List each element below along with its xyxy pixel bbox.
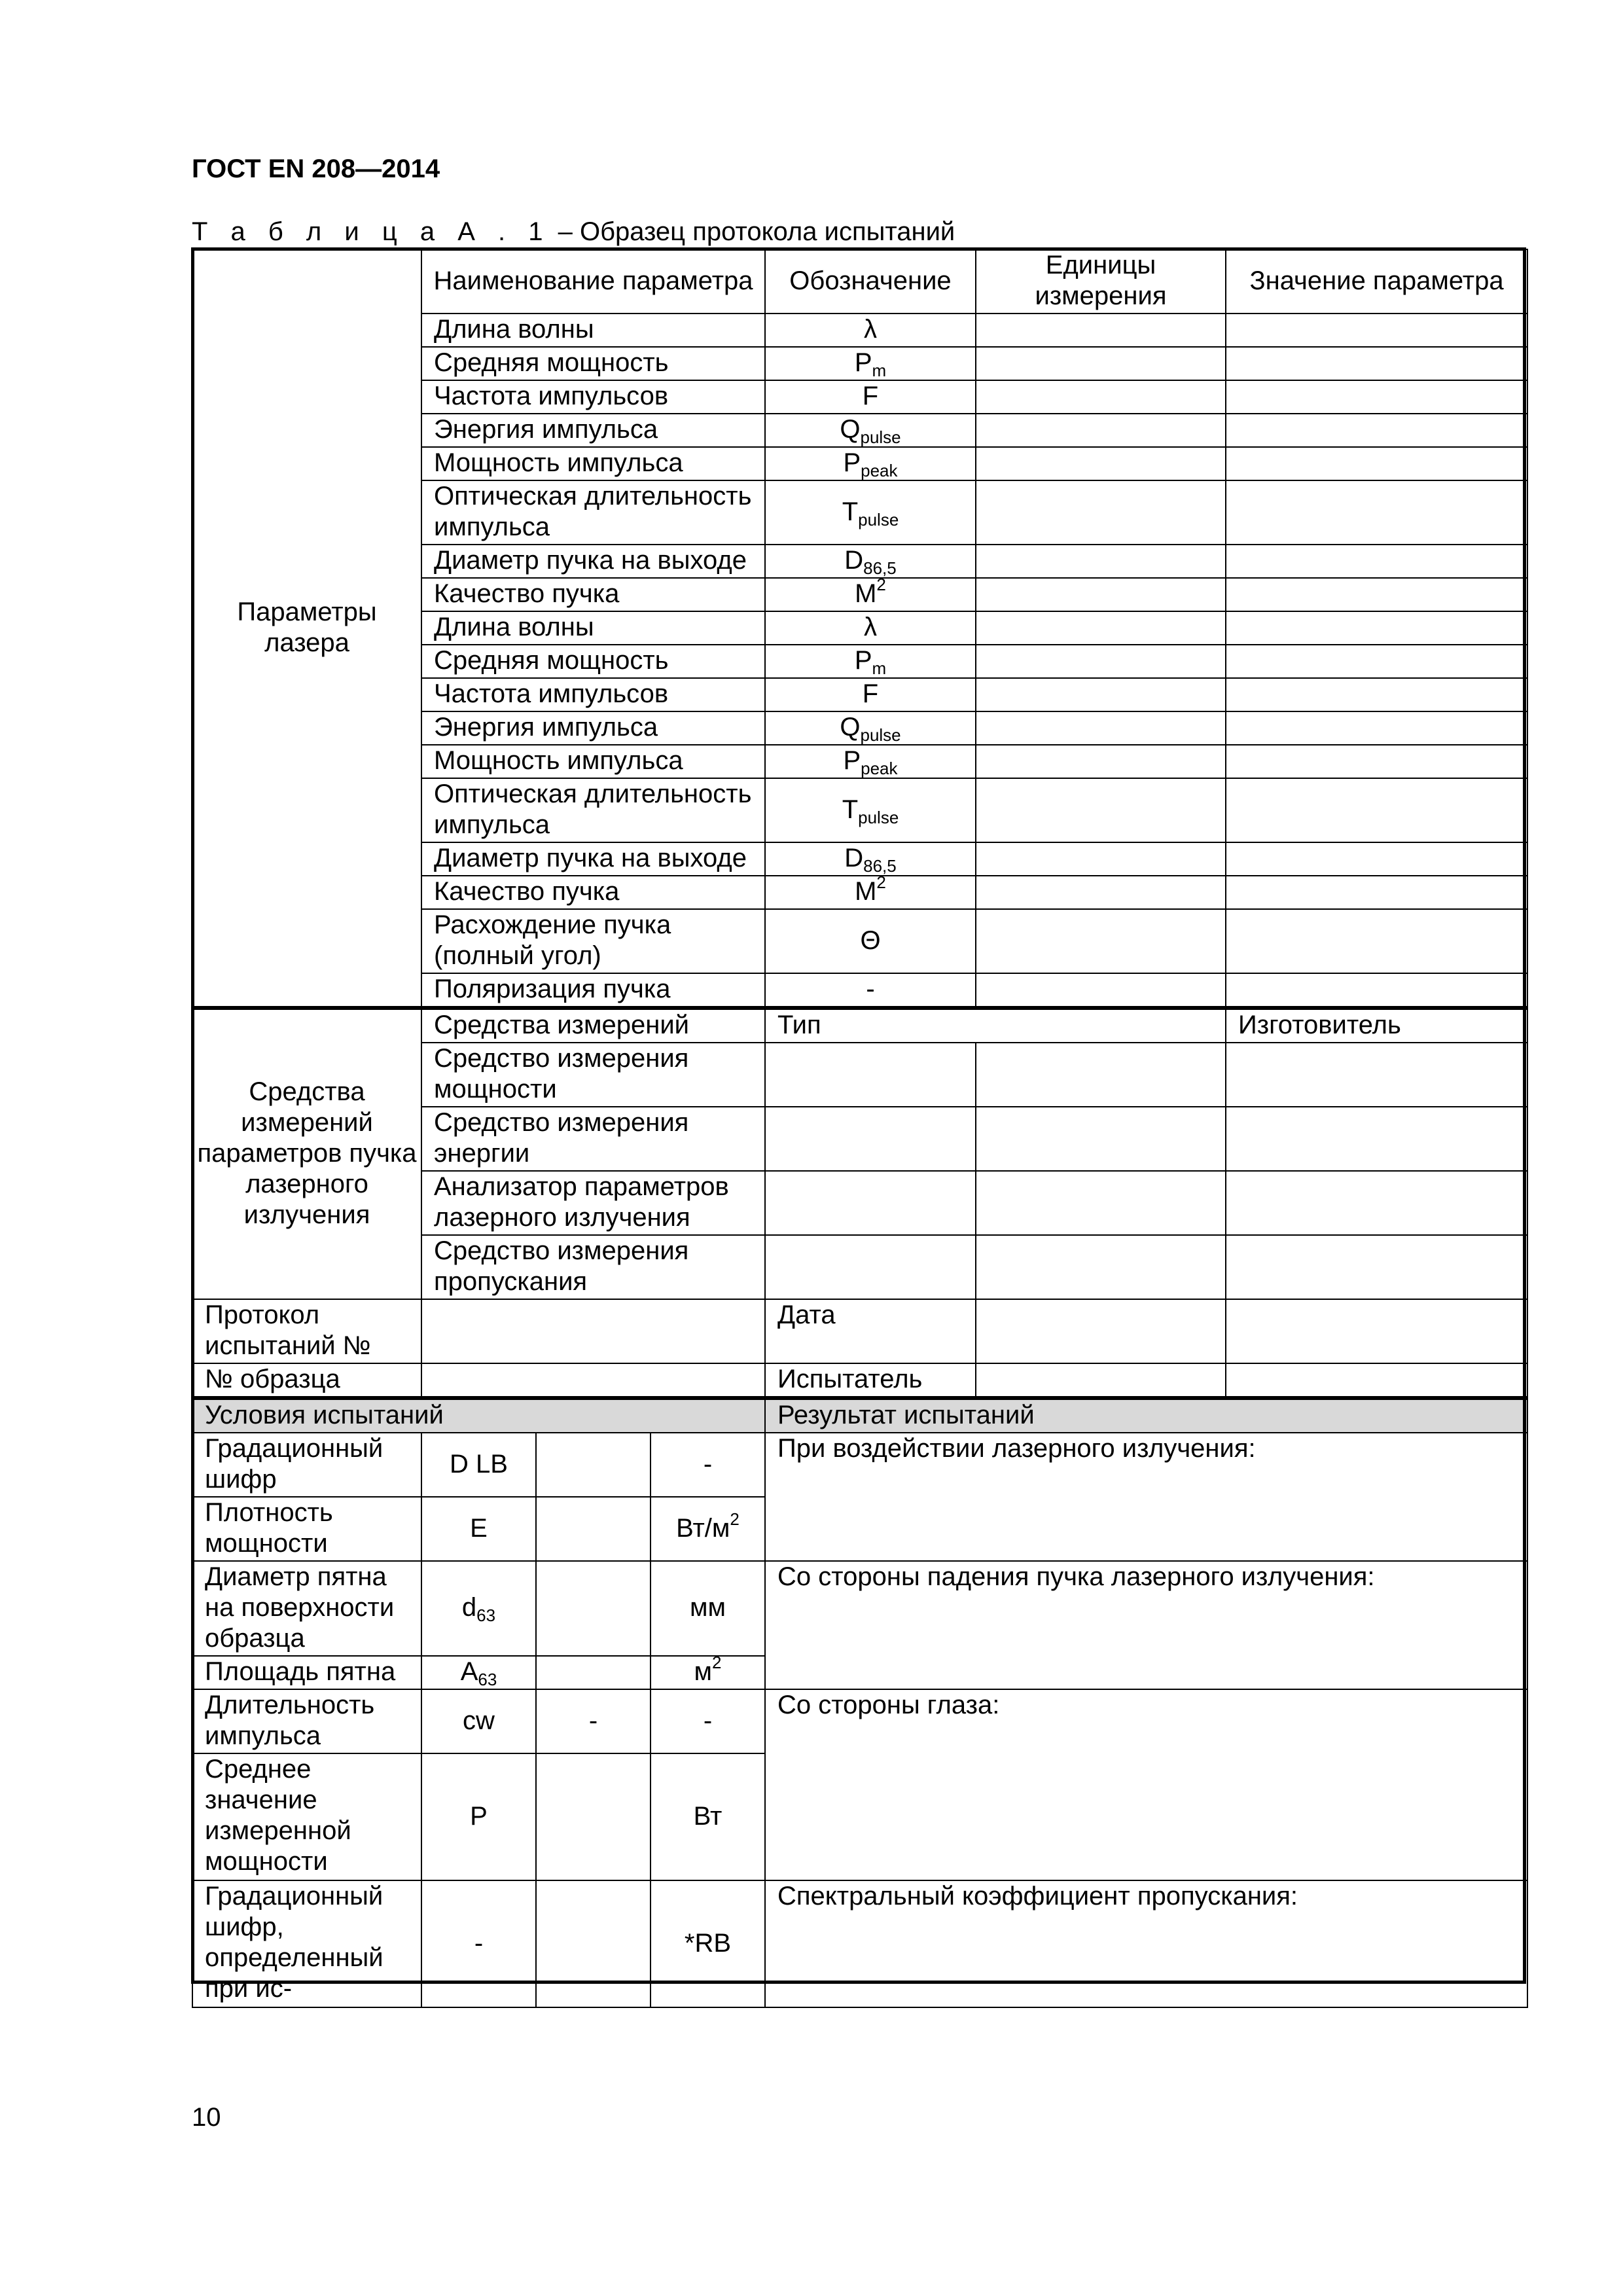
table-row (192, 249, 1527, 314)
instrument-name: Средство измерения мощности (421, 1043, 765, 1107)
symbol-text: P (854, 646, 872, 675)
instrument-maker-cell (1226, 1171, 1527, 1235)
param-value-cell (1226, 745, 1527, 778)
condition-unit (651, 1561, 765, 1656)
date-cell (976, 1299, 1226, 1363)
param-symbol (765, 842, 976, 876)
instrument-type-cell-2 (976, 1107, 1226, 1171)
symbol-text: мм (690, 1593, 726, 1622)
section-label-laser: Параметры лазера (192, 249, 421, 1008)
instrument-type-cell-2 (976, 1235, 1226, 1299)
table-row (192, 1363, 1527, 1398)
param-units-cell (976, 611, 1226, 645)
col-header-param-name: Наименование параметра (421, 249, 765, 314)
table-row (192, 1689, 1527, 1753)
param-symbol (765, 480, 976, 545)
result-block: Спектральный коэффициент пропускания: (765, 1880, 1527, 2007)
instruments-header-maker: Изготовитель (1226, 1008, 1527, 1043)
page-number: 10 (192, 2103, 221, 2132)
date-label: Дата (765, 1299, 976, 1363)
test-protocol-table (192, 249, 1528, 2008)
param-units-cell (976, 909, 1226, 973)
condition-unit (651, 1497, 765, 1561)
instrument-type-cell-2 (976, 1043, 1226, 1107)
param-value-cell (1226, 380, 1527, 414)
symbol-text: P (854, 348, 872, 377)
date-cell-2 (1226, 1299, 1527, 1363)
param-name: Средняя мощность (421, 645, 765, 678)
param-symbol (765, 876, 976, 909)
condition-value (536, 1753, 651, 1880)
param-units-cell (976, 380, 1226, 414)
symbol-subscript: pulse (860, 427, 901, 447)
symbol-subscript: 86,5 (863, 856, 897, 876)
protocol-number-label: Протокол испытаний № (192, 1299, 421, 1363)
symbol-superscript: 2 (712, 1656, 722, 1672)
param-name: Длина волны (421, 611, 765, 645)
symbol-text: D LB (450, 1449, 508, 1479)
param-symbol (765, 678, 976, 711)
condition-name: Градационный шифр (192, 1433, 421, 1497)
result-block: Со стороны падения пучка лазерного излучения: (765, 1561, 1527, 1689)
condition-symbol (421, 1656, 536, 1689)
symbol-text: cw (463, 1706, 495, 1735)
param-name: Качество пучка (421, 578, 765, 611)
condition-symbol (421, 1689, 536, 1753)
param-name: Частота импульсов (421, 380, 765, 414)
symbol-text: F (862, 382, 879, 410)
symbol-subscript: 86,5 (863, 558, 897, 578)
col-header-symbol: Обозначение (765, 249, 976, 314)
symbol-text: d (461, 1593, 477, 1622)
symbol-text: E (470, 1513, 488, 1543)
param-symbol (765, 973, 976, 1008)
param-units-cell (976, 347, 1226, 380)
param-value-cell (1226, 414, 1527, 447)
condition-unit (651, 1656, 765, 1689)
table-row (192, 1398, 1527, 1433)
symbol-text: - (474, 1928, 484, 1958)
table-row (192, 1433, 1527, 1497)
condition-name: Среднее значение измеренной мощности (192, 1753, 421, 1880)
symbol-text: м (694, 1657, 713, 1686)
param-symbol (765, 447, 976, 480)
condition-value (536, 1656, 651, 1689)
instrument-type-cell (765, 1107, 976, 1171)
condition-symbol (421, 1753, 536, 1880)
section-label-instruments: Средства измерений параметров пучка лазерного излучения (192, 1008, 421, 1299)
table-caption-label: Т а б л и ц а А . 1 (192, 217, 551, 246)
param-name: Средняя мощность (421, 347, 765, 380)
instrument-maker-cell (1226, 1043, 1527, 1107)
condition-value (536, 1880, 651, 2007)
instrument-type-cell (765, 1171, 976, 1235)
condition-unit (651, 1689, 765, 1753)
param-value-cell (1226, 447, 1527, 480)
result-block: Со стороны глаза: (765, 1689, 1527, 1880)
param-units-cell (976, 876, 1226, 909)
condition-unit (651, 1433, 765, 1497)
param-name: Поляризация пучка (421, 973, 765, 1008)
param-value-cell (1226, 876, 1527, 909)
param-units-cell (976, 678, 1226, 711)
symbol-text: F (862, 679, 879, 708)
param-units-cell (976, 711, 1226, 745)
symbol-subscript: pulse (858, 509, 899, 529)
instrument-name: Анализатор параметров лазерного излучения (421, 1171, 765, 1235)
results-header: Результат испытаний (765, 1398, 1527, 1433)
param-symbol (765, 611, 976, 645)
condition-value (536, 1497, 651, 1561)
param-units-cell (976, 842, 1226, 876)
table-caption-title: – Образец протокола испытаний (550, 217, 955, 246)
instrument-name: Средство измерения энергии (421, 1107, 765, 1171)
symbol-text: Q (840, 713, 861, 742)
condition-value (536, 1433, 651, 1497)
param-name: Мощность импульса (421, 447, 765, 480)
instrument-type-cell-2 (976, 1171, 1226, 1235)
symbol-subscript: 63 (476, 1605, 496, 1625)
param-value-cell (1226, 611, 1527, 645)
param-units-cell (976, 745, 1226, 778)
param-value-cell (1226, 347, 1527, 380)
condition-symbol (421, 1561, 536, 1656)
symbol-text: P (843, 746, 861, 775)
condition-symbol (421, 1497, 536, 1561)
symbol-text: *RB (684, 1928, 732, 1958)
table-row (192, 1008, 1527, 1043)
param-name: Длина волны (421, 314, 765, 347)
symbol-subscript: peak (861, 759, 898, 778)
symbol-text: - (703, 1449, 713, 1479)
conditions-header: Условия испытаний (192, 1398, 765, 1433)
param-name: Расхождение пучка (полный угол) (421, 909, 765, 973)
document-header: ГОСТ EN 208—2014 (192, 154, 440, 183)
param-units-cell (976, 545, 1226, 578)
param-symbol (765, 414, 976, 447)
condition-name: Диаметр пятна на поверхности образца (192, 1561, 421, 1656)
tester-cell-2 (1226, 1363, 1527, 1398)
symbol-text: P (843, 448, 861, 477)
protocol-number-cell (421, 1299, 765, 1363)
symbol-text: D (844, 546, 864, 575)
symbol-superscript: 2 (730, 1509, 740, 1529)
symbol-text: Θ (860, 925, 881, 955)
condition-symbol (421, 1433, 536, 1497)
symbol-subscript: 63 (478, 1670, 497, 1689)
instruments-header-name: Средства измерений (421, 1008, 765, 1043)
symbol-text: Q (840, 415, 861, 444)
symbol-superscript: 2 (876, 876, 886, 892)
param-name: Качество пучка (421, 876, 765, 909)
param-symbol (765, 778, 976, 842)
param-symbol (765, 347, 976, 380)
symbol-text: λ (864, 315, 877, 344)
symbol-text: Вт/м (676, 1513, 730, 1543)
param-symbol (765, 711, 976, 745)
table-row (192, 1561, 1527, 1656)
symbol-text: M (855, 877, 877, 906)
col-header-value: Значение параметра (1226, 249, 1527, 314)
param-name: Оптическая длительность импульса (421, 778, 765, 842)
symbol-text: M (855, 579, 877, 608)
param-units-cell (976, 447, 1226, 480)
symbol-subscript: peak (861, 461, 898, 480)
param-value-cell (1226, 578, 1527, 611)
symbol-superscript: 2 (876, 578, 886, 594)
condition-name: Плотность мощности (192, 1497, 421, 1561)
param-name: Диаметр пучка на выходе (421, 545, 765, 578)
symbol-text: T (842, 795, 859, 824)
tester-label: Испытатель (765, 1363, 976, 1398)
param-value-cell (1226, 778, 1527, 842)
symbol-subscript: pulse (860, 725, 901, 745)
symbol-text: A (460, 1657, 478, 1686)
param-units-cell (976, 973, 1226, 1008)
symbol-text: D (844, 844, 864, 872)
param-units-cell (976, 480, 1226, 545)
param-value-cell (1226, 842, 1527, 876)
param-value-cell (1226, 678, 1527, 711)
instrument-maker-cell (1226, 1107, 1527, 1171)
condition-name: Площадь пятна (192, 1656, 421, 1689)
condition-value: - (536, 1689, 651, 1753)
param-units-cell (976, 314, 1226, 347)
sample-number-label: № образца (192, 1363, 421, 1398)
instruments-header-type: Тип (765, 1008, 1226, 1043)
instrument-type-cell (765, 1043, 976, 1107)
param-name: Частота импульсов (421, 678, 765, 711)
param-value-cell (1226, 711, 1527, 745)
symbol-text: T (842, 497, 859, 526)
param-symbol (765, 314, 976, 347)
symbol-text: - (866, 975, 875, 1003)
param-units-cell (976, 645, 1226, 678)
condition-name: Градационный шифр, определенный при ис- (192, 1880, 421, 2007)
condition-symbol (421, 1880, 536, 2007)
param-symbol (765, 545, 976, 578)
instrument-type-cell (765, 1235, 976, 1299)
condition-name: Длительность импульса (192, 1689, 421, 1753)
condition-unit (651, 1880, 765, 2007)
param-units-cell (976, 414, 1226, 447)
param-name: Оптическая длительность импульса (421, 480, 765, 545)
param-units-cell (976, 578, 1226, 611)
param-value-cell (1226, 645, 1527, 678)
table-row (192, 1299, 1527, 1363)
table-row (192, 1880, 1527, 2007)
symbol-subscript: pulse (858, 807, 899, 827)
param-value-cell (1226, 909, 1527, 973)
instrument-name: Средство измерения пропускания (421, 1235, 765, 1299)
param-symbol (765, 745, 976, 778)
param-name: Энергия импульса (421, 414, 765, 447)
tester-cell (976, 1363, 1226, 1398)
condition-value (536, 1561, 651, 1656)
param-symbol (765, 645, 976, 678)
symbol-text: λ (864, 613, 877, 641)
param-symbol (765, 380, 976, 414)
param-symbol (765, 578, 976, 611)
table-caption (192, 217, 955, 247)
condition-unit (651, 1753, 765, 1880)
param-symbol (765, 909, 976, 973)
symbol-text: P (470, 1801, 488, 1831)
sample-number-cell (421, 1363, 765, 1398)
param-value-cell (1226, 545, 1527, 578)
param-name: Энергия импульса (421, 711, 765, 745)
result-block: При воздействии лазерного излучения: (765, 1433, 1527, 1561)
param-name: Диаметр пучка на выходе (421, 842, 765, 876)
col-header-units: Единицы измерения (976, 249, 1226, 314)
symbol-subscript: m (872, 658, 887, 678)
param-value-cell (1226, 314, 1527, 347)
symbol-subscript: m (872, 361, 887, 380)
param-name: Мощность импульса (421, 745, 765, 778)
symbol-text: Вт (693, 1801, 722, 1831)
instrument-maker-cell (1226, 1235, 1527, 1299)
param-value-cell (1226, 480, 1527, 545)
param-units-cell (976, 778, 1226, 842)
param-value-cell (1226, 973, 1527, 1008)
symbol-text: - (703, 1706, 713, 1735)
